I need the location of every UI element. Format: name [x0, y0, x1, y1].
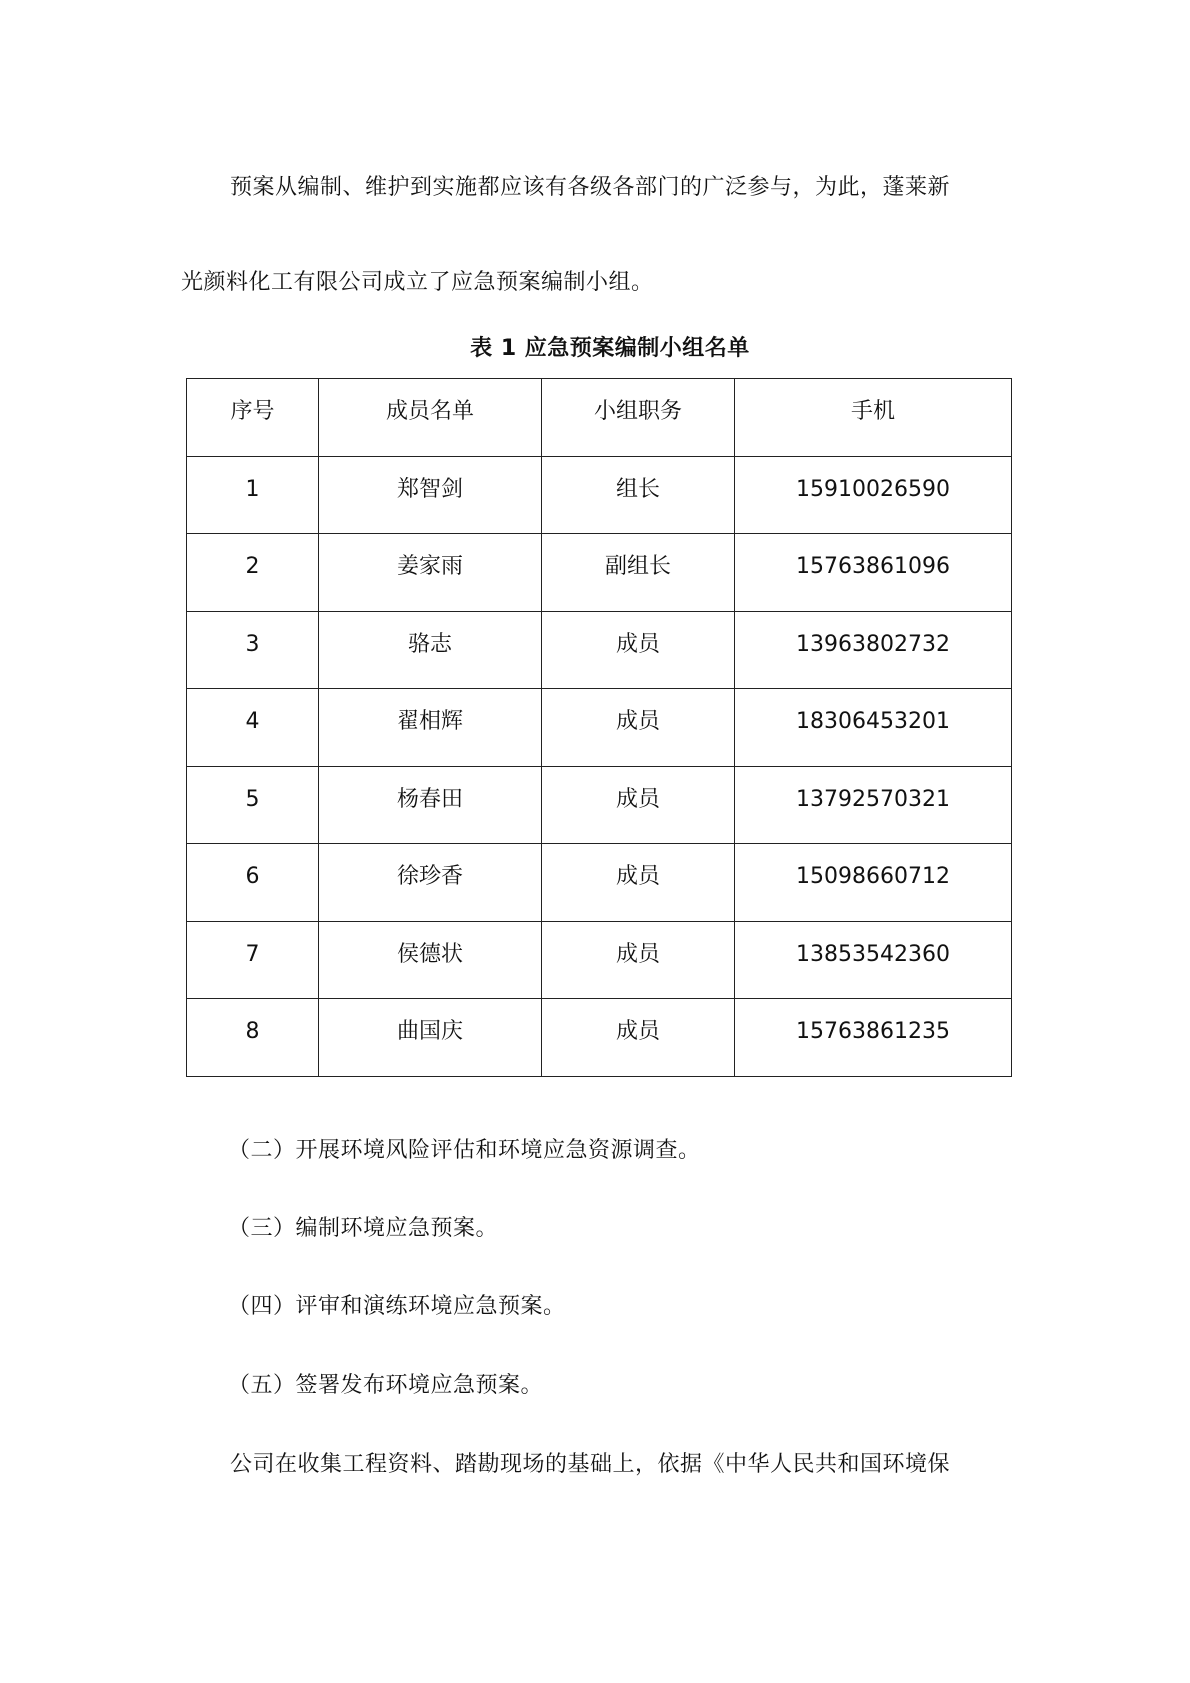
list-item: （二）开展环境风险评估和环境应急资源调查。	[228, 1138, 701, 1163]
cell-name: 姜家雨	[319, 534, 542, 612]
table-row	[187, 689, 1012, 767]
cell-role: 成员	[542, 689, 735, 767]
cell-role: 成员	[542, 844, 735, 922]
cell-name: 徐珍香	[319, 844, 542, 922]
header-group-role: 小组职务	[542, 379, 735, 457]
table-row	[187, 534, 1012, 612]
table-caption: 表 1 应急预案编制小组名单	[470, 336, 750, 361]
cell-role: 成员	[542, 766, 735, 844]
cell-phone: 13792570321	[735, 766, 1012, 844]
list-item: （五）签署发布环境应急预案。	[228, 1373, 544, 1398]
table-row	[187, 456, 1012, 534]
cell-phone: 15763861096	[735, 534, 1012, 612]
cell-phone: 15098660712	[735, 844, 1012, 922]
table-row	[187, 766, 1012, 844]
member-table	[186, 378, 1012, 1077]
cell-name: 翟相辉	[319, 689, 542, 767]
list-item: （四）评审和演练环境应急预案。	[228, 1294, 566, 1319]
cell-role: 成员	[542, 611, 735, 689]
header-member-name: 成员名单	[319, 379, 542, 457]
table-row	[187, 921, 1012, 999]
cell-name: 杨春田	[319, 766, 542, 844]
cell-role: 成员	[542, 921, 735, 999]
table-row	[187, 611, 1012, 689]
cell-role: 副组长	[542, 534, 735, 612]
header-mobile: 手机	[735, 379, 1012, 457]
cell-phone: 15763861235	[735, 999, 1012, 1077]
paragraph-closing-line-1: 公司在收集工程资料、踏勘现场的基础上，依据《中华人民共和国环境保	[230, 1452, 951, 1477]
cell-serial: 3	[187, 611, 319, 689]
cell-name: 骆志	[319, 611, 542, 689]
cell-name: 侯德状	[319, 921, 542, 999]
cell-phone: 13963802732	[735, 611, 1012, 689]
cell-serial: 8	[187, 999, 319, 1077]
cell-name: 曲国庆	[319, 999, 542, 1077]
list-item: （三）编制环境应急预案。	[228, 1216, 499, 1241]
paragraph-intro-line-2: 光颜料化工有限公司成立了应急预案编制小组。	[181, 270, 654, 295]
cell-serial: 5	[187, 766, 319, 844]
cell-phone: 18306453201	[735, 689, 1012, 767]
cell-serial: 4	[187, 689, 319, 767]
cell-role: 成员	[542, 999, 735, 1077]
cell-role: 组长	[542, 456, 735, 534]
header-serial-number: 序号	[187, 379, 319, 457]
cell-phone: 15910026590	[735, 456, 1012, 534]
cell-serial: 2	[187, 534, 319, 612]
paragraph-intro-line-1: 预案从编制、维护到实施都应该有各级各部门的广泛参与，为此，蓬莱新	[230, 175, 951, 200]
cell-phone: 13853542360	[735, 921, 1012, 999]
table-row	[187, 999, 1012, 1077]
table-row	[187, 844, 1012, 922]
cell-name: 郑智剑	[319, 456, 542, 534]
table-header-row	[187, 379, 1012, 457]
cell-serial: 6	[187, 844, 319, 922]
cell-serial: 7	[187, 921, 319, 999]
cell-serial: 1	[187, 456, 319, 534]
